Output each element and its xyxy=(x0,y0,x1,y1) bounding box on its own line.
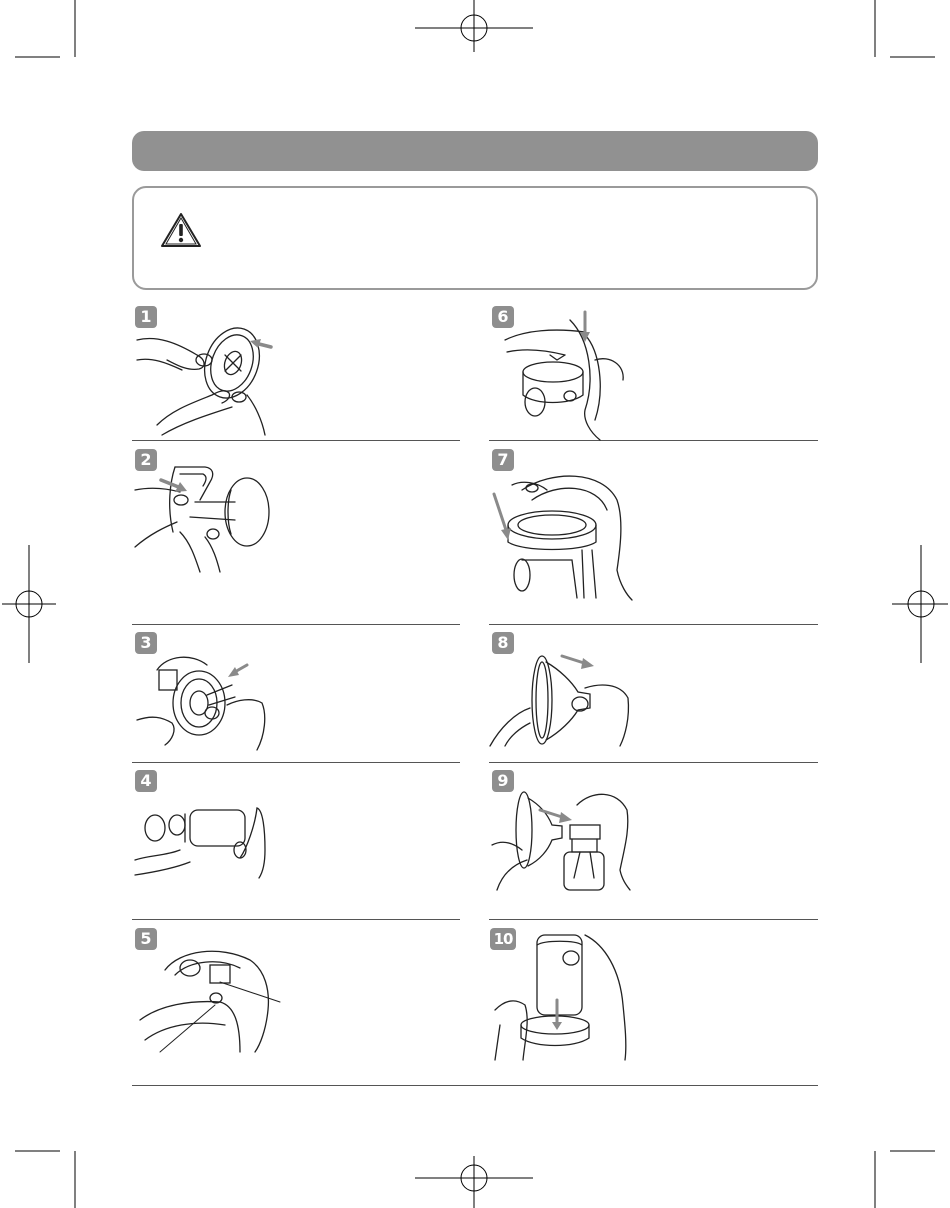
step-10-illustration xyxy=(495,930,630,1060)
step-badge-5: 5 xyxy=(135,928,157,950)
step-3-illustration xyxy=(137,645,272,750)
step-7-illustration xyxy=(492,470,632,600)
step-badge-1: 1 xyxy=(135,306,157,328)
step-9-illustration xyxy=(492,790,632,890)
crop-mark-bottom-right xyxy=(870,1128,950,1208)
warning-box xyxy=(132,186,818,290)
warning-triangle-icon xyxy=(160,212,202,248)
divider-left-3 xyxy=(132,762,460,763)
step-badge-9: 9 xyxy=(492,770,514,792)
step-5-illustration xyxy=(140,940,290,1055)
divider-left-2 xyxy=(132,624,460,625)
divider-right-4 xyxy=(489,919,818,920)
step-badge-6: 6 xyxy=(492,306,514,328)
registration-mark-left xyxy=(0,545,60,665)
step-badge-8: 8 xyxy=(492,632,514,654)
divider-left-1 xyxy=(132,440,460,441)
step-badge-3: 3 xyxy=(135,632,157,654)
step-8-illustration xyxy=(490,648,635,748)
divider-right-1 xyxy=(489,440,818,441)
step-badge-7: 7 xyxy=(492,449,514,471)
divider-left-4 xyxy=(132,919,460,920)
step-badge-10: 10 xyxy=(490,928,516,950)
divider-right-3 xyxy=(489,762,818,763)
crop-mark-bottom-left xyxy=(0,1128,80,1208)
step-badge-4: 4 xyxy=(135,770,157,792)
step-6-illustration xyxy=(495,300,635,440)
step-1-illustration xyxy=(137,315,287,440)
step-4-illustration xyxy=(135,800,270,880)
divider-bottom xyxy=(132,1085,818,1086)
step-badge-2: 2 xyxy=(135,449,157,471)
section-header-bar xyxy=(132,131,818,171)
crop-mark-top-left xyxy=(0,0,80,80)
registration-mark-right xyxy=(890,545,950,665)
crop-mark-top-right xyxy=(870,0,950,80)
registration-mark-top xyxy=(415,0,535,60)
registration-mark-bottom xyxy=(415,1150,535,1208)
divider-right-2 xyxy=(489,624,818,625)
step-2-illustration xyxy=(135,462,275,572)
